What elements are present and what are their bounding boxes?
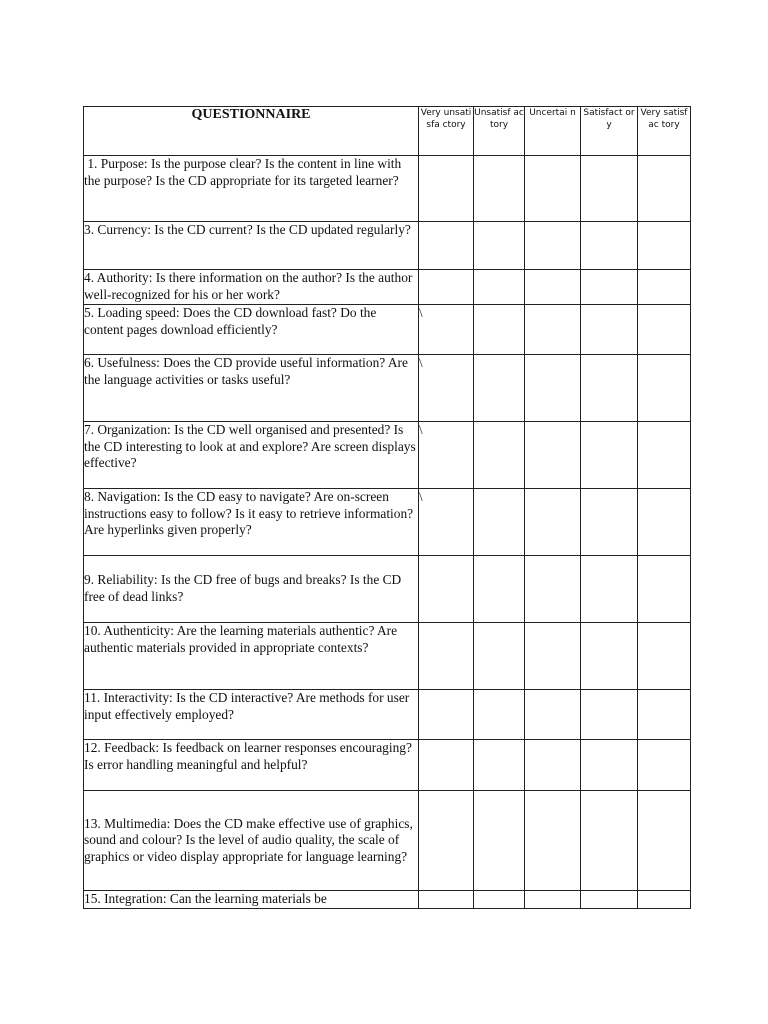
rating-cell[interactable] <box>638 355 691 422</box>
question-text: 5. Loading speed: Does the CD download fast? Do the content pages download efficiently? <box>84 305 377 337</box>
rating-cell[interactable] <box>638 156 691 222</box>
rating-cell[interactable] <box>638 422 691 489</box>
rating-header-very-satisfactory: Very satisfac tory <box>638 107 691 156</box>
question-cell <box>84 891 419 909</box>
rating-cell[interactable] <box>581 222 638 270</box>
rating-cell[interactable] <box>419 623 474 690</box>
rating-cell[interactable] <box>525 891 581 909</box>
rating-cell[interactable] <box>638 489 691 556</box>
question-cell <box>84 222 419 270</box>
rating-cell[interactable] <box>474 690 525 740</box>
rating-cell[interactable] <box>638 740 691 791</box>
table-row <box>84 556 691 623</box>
rating-cell[interactable] <box>419 156 474 222</box>
rating-cell[interactable] <box>474 422 525 489</box>
question-cell <box>84 623 419 690</box>
rating-cell[interactable] <box>419 891 474 909</box>
rating-cell[interactable] <box>638 891 691 909</box>
rating-cell[interactable] <box>638 556 691 623</box>
rating-cell[interactable] <box>525 156 581 222</box>
rating-cell[interactable] <box>474 740 525 791</box>
rating-cell[interactable] <box>581 422 638 489</box>
question-text: 13. Multimedia: Does the CD make effective use of graphics, sound and colour? Is the level of audio quality, the scale of graphics or video display appropriate for language learning? <box>84 815 413 864</box>
table-row <box>84 791 691 891</box>
question-cell <box>84 270 419 305</box>
question-text: 10. Authenticity: Are the learning materials authentic? Are authentic materials provided in appropriate contexts? <box>84 623 398 655</box>
rating-cell[interactable] <box>525 740 581 791</box>
table-row <box>84 355 691 422</box>
table-row <box>84 422 691 489</box>
table-row <box>84 623 691 690</box>
rating-cell[interactable] <box>419 556 474 623</box>
rating-cell[interactable] <box>525 355 581 422</box>
rating-header-very-unsatisfactory: Very unsatisfa ctory <box>419 107 474 156</box>
rating-cell[interactable] <box>474 489 525 556</box>
rating-cell[interactable] <box>525 222 581 270</box>
rating-cell[interactable] <box>638 690 691 740</box>
rating-cell[interactable]: \ <box>419 422 474 489</box>
question-text: 12. Feedback: Is feedback on learner responses encouraging? Is error handling meaningful and helpful? <box>84 740 412 772</box>
rating-cell[interactable] <box>419 690 474 740</box>
rating-cell[interactable] <box>581 690 638 740</box>
table-row <box>84 156 691 222</box>
table-row <box>84 270 691 305</box>
table-row <box>84 740 691 791</box>
rating-cell[interactable] <box>525 556 581 623</box>
rating-cell[interactable] <box>525 305 581 355</box>
question-text: 11. Interactivity: Is the CD interactive? Are methods for user input effectively employed? <box>84 690 410 722</box>
question-text: 8. Navigation: Is the CD easy to navigate? Are on-screen instructions easy to follow? Is it easy to retrieve information? Are hyperlinks given properly? <box>84 489 414 538</box>
rating-cell[interactable] <box>474 270 525 305</box>
question-cell <box>84 305 419 355</box>
table-row <box>84 222 691 270</box>
question-cell <box>84 489 419 556</box>
rating-cell[interactable] <box>581 489 638 556</box>
rating-cell[interactable] <box>638 623 691 690</box>
rating-cell[interactable] <box>581 156 638 222</box>
rating-cell[interactable] <box>581 305 638 355</box>
rating-cell[interactable] <box>581 556 638 623</box>
rating-cell[interactable]: \ <box>419 489 474 556</box>
question-text: 3. Currency: Is the CD current? Is the CD updated regularly? <box>84 222 411 237</box>
question-text: 1. Purpose: Is the purpose clear? Is the content in line with the purpose? Is the CD appropriate for its targeted learner? <box>84 156 405 188</box>
rating-cell[interactable]: \ <box>419 355 474 422</box>
rating-cell[interactable] <box>581 791 638 891</box>
question-cell <box>84 422 419 489</box>
questionnaire-title: QUESTIONNAIRE <box>84 107 419 156</box>
rating-cell[interactable] <box>474 355 525 422</box>
rating-cell[interactable] <box>581 355 638 422</box>
header-row <box>84 107 691 156</box>
table-row <box>84 489 691 556</box>
question-text: 6. Usefulness: Does the CD provide useful information? Are the language activities or tasks useful? <box>84 355 408 387</box>
rating-cell[interactable] <box>474 305 525 355</box>
rating-cell[interactable] <box>474 791 525 891</box>
question-cell <box>84 690 419 740</box>
question-cell <box>84 740 419 791</box>
rating-header-satisfactory: Satisfact ory <box>581 107 638 156</box>
rating-cell[interactable] <box>581 891 638 909</box>
question-text: 9. Reliability: Is the CD free of bugs and breaks? Is the CD free of dead links? <box>84 572 402 604</box>
rating-cell[interactable] <box>419 222 474 270</box>
rating-cell[interactable] <box>525 422 581 489</box>
rating-cell[interactable] <box>525 623 581 690</box>
rating-cell[interactable] <box>525 270 581 305</box>
question-cell <box>84 791 419 891</box>
rating-cell[interactable] <box>581 740 638 791</box>
rating-cell[interactable] <box>419 791 474 891</box>
rating-cell[interactable] <box>581 270 638 305</box>
rating-cell[interactable] <box>474 556 525 623</box>
question-cell <box>84 156 419 222</box>
rating-cell[interactable] <box>638 270 691 305</box>
question-text: 4. Authority: Is there information on the author? Is the author well-recognized for his or her work? <box>84 270 413 302</box>
rating-cell[interactable] <box>525 690 581 740</box>
rating-header-unsatisfactory: Unsatisf actory <box>474 107 525 156</box>
rating-cell[interactable] <box>638 791 691 891</box>
rating-cell[interactable] <box>581 623 638 690</box>
table-row <box>84 305 691 355</box>
rating-cell[interactable] <box>474 623 525 690</box>
question-cell <box>84 556 419 623</box>
rating-cell[interactable] <box>474 222 525 270</box>
rating-cell[interactable] <box>525 791 581 891</box>
rating-cell[interactable] <box>638 222 691 270</box>
rating-cell[interactable] <box>474 891 525 909</box>
rating-cell[interactable] <box>638 305 691 355</box>
questionnaire-table <box>83 106 691 909</box>
table-row <box>84 690 691 740</box>
rating-header-uncertain: Uncertai n <box>525 107 581 156</box>
question-text: 15. Integration: Can the learning materials be <box>84 891 327 906</box>
rating-cell[interactable] <box>419 270 474 305</box>
question-text: 7. Organization: Is the CD well organised and presented? Is the CD interesting to look at and explore? Are screen displays effective? <box>84 422 416 471</box>
table-row <box>84 891 691 909</box>
question-cell <box>84 355 419 422</box>
rating-cell[interactable] <box>525 489 581 556</box>
rating-cell[interactable] <box>474 156 525 222</box>
rating-cell[interactable]: \ <box>419 305 474 355</box>
rating-cell[interactable] <box>419 740 474 791</box>
